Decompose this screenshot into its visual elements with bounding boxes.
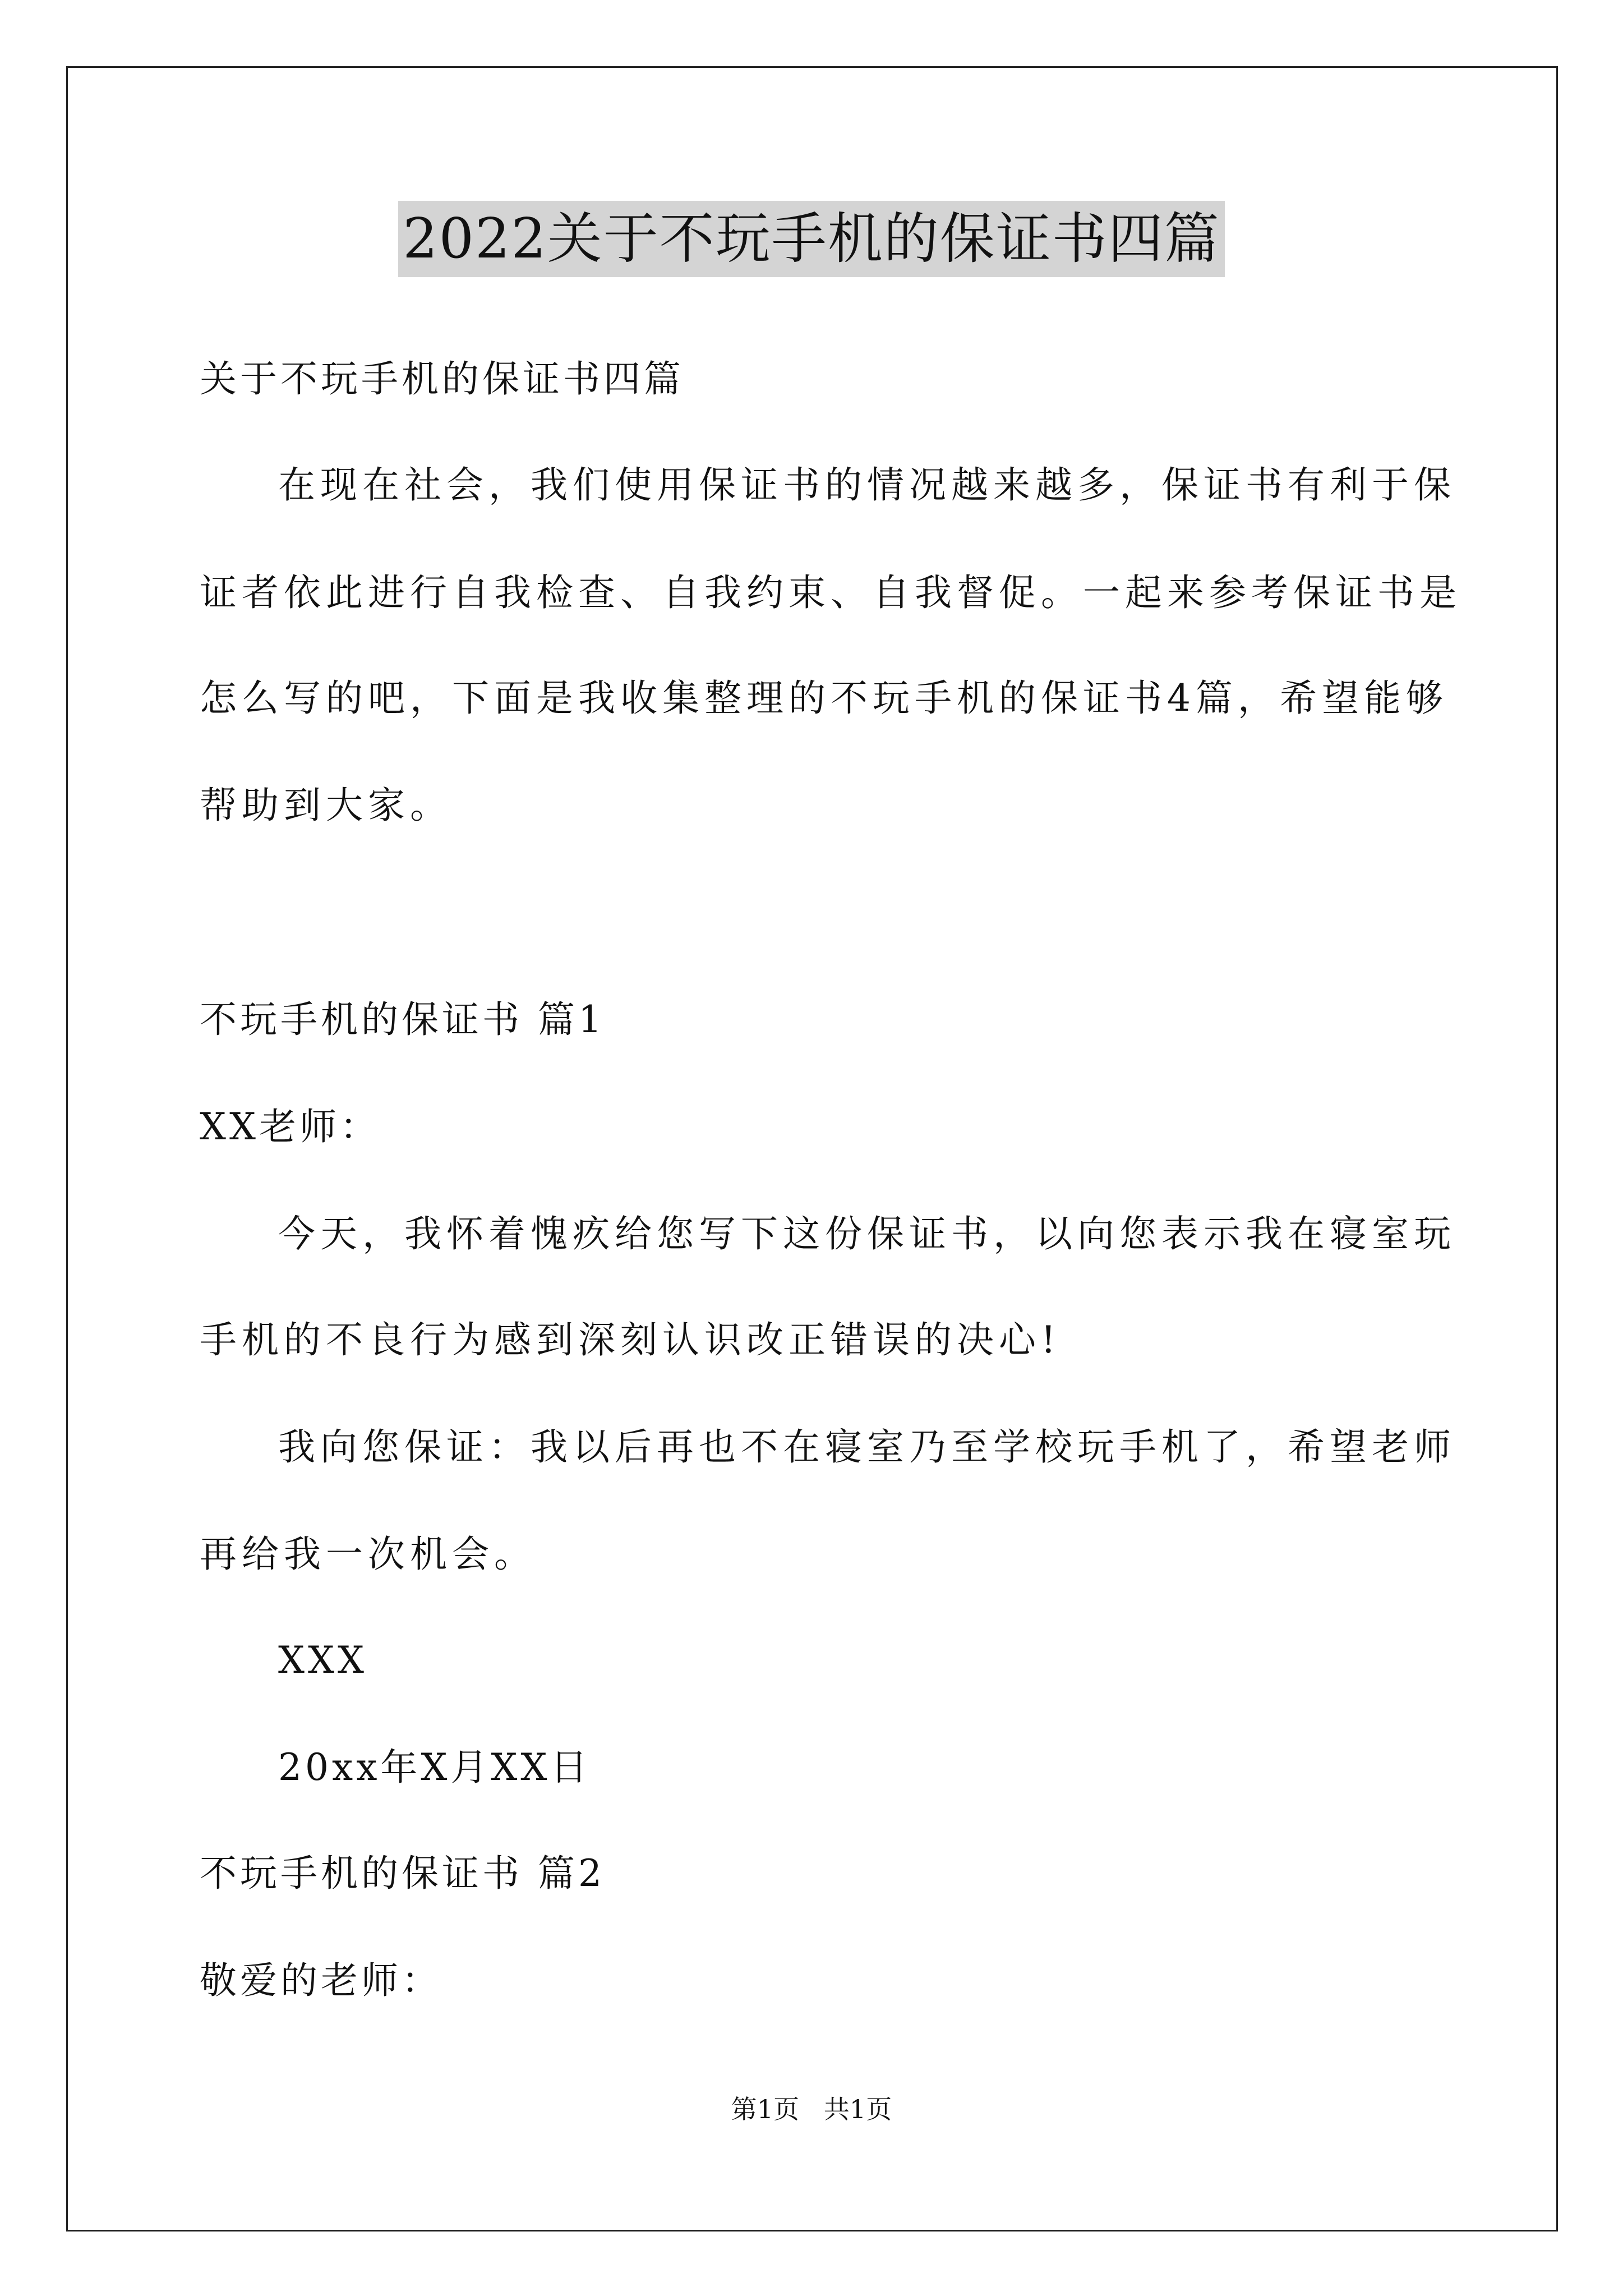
- paragraph-line: 今天，我怀着愧疚给您写下这份保证书，以向您表示我在寝室玩: [278, 1212, 1456, 1255]
- document-title: 2022关于不玩手机的保证书四篇: [398, 201, 1224, 277]
- paragraph-line: 我向您保证：我以后再也不在寝室乃至学校玩手机了，希望老师: [278, 1425, 1456, 1469]
- intro-line: 证者依此进行自我检查、自我约束、自我督促。一起来参考保证书是: [200, 571, 1461, 614]
- section-heading: 不玩手机的保证书 篇2: [200, 1852, 605, 1895]
- intro-line: 怎么写的吧，下面是我收集整理的不玩手机的保证书4篇，希望能够: [200, 677, 1448, 720]
- signature: XXX: [278, 1639, 367, 1682]
- intro-line: 在现在社会，我们使用保证书的情况越来越多，保证书有利于保: [278, 463, 1456, 507]
- section-heading: 不玩手机的保证书 篇1: [200, 998, 605, 1041]
- paragraph-line: 再给我一次机会。: [200, 1533, 536, 1576]
- paragraph-line: 手机的不良行为感到深刻认识改正错误的决心!: [200, 1318, 1061, 1361]
- date: 20xx年X月XX日: [278, 1746, 591, 1789]
- page-footer: 第1页 共1页: [731, 2094, 892, 2124]
- document-subtitle: 关于不玩手机的保证书四篇: [200, 357, 684, 401]
- salutation: XX老师：: [200, 1105, 380, 1148]
- salutation: 敬爱的老师：: [200, 1959, 442, 2002]
- title-wrapper: [0, 201, 1623, 277]
- intro-line: 帮助到大家。: [200, 784, 452, 827]
